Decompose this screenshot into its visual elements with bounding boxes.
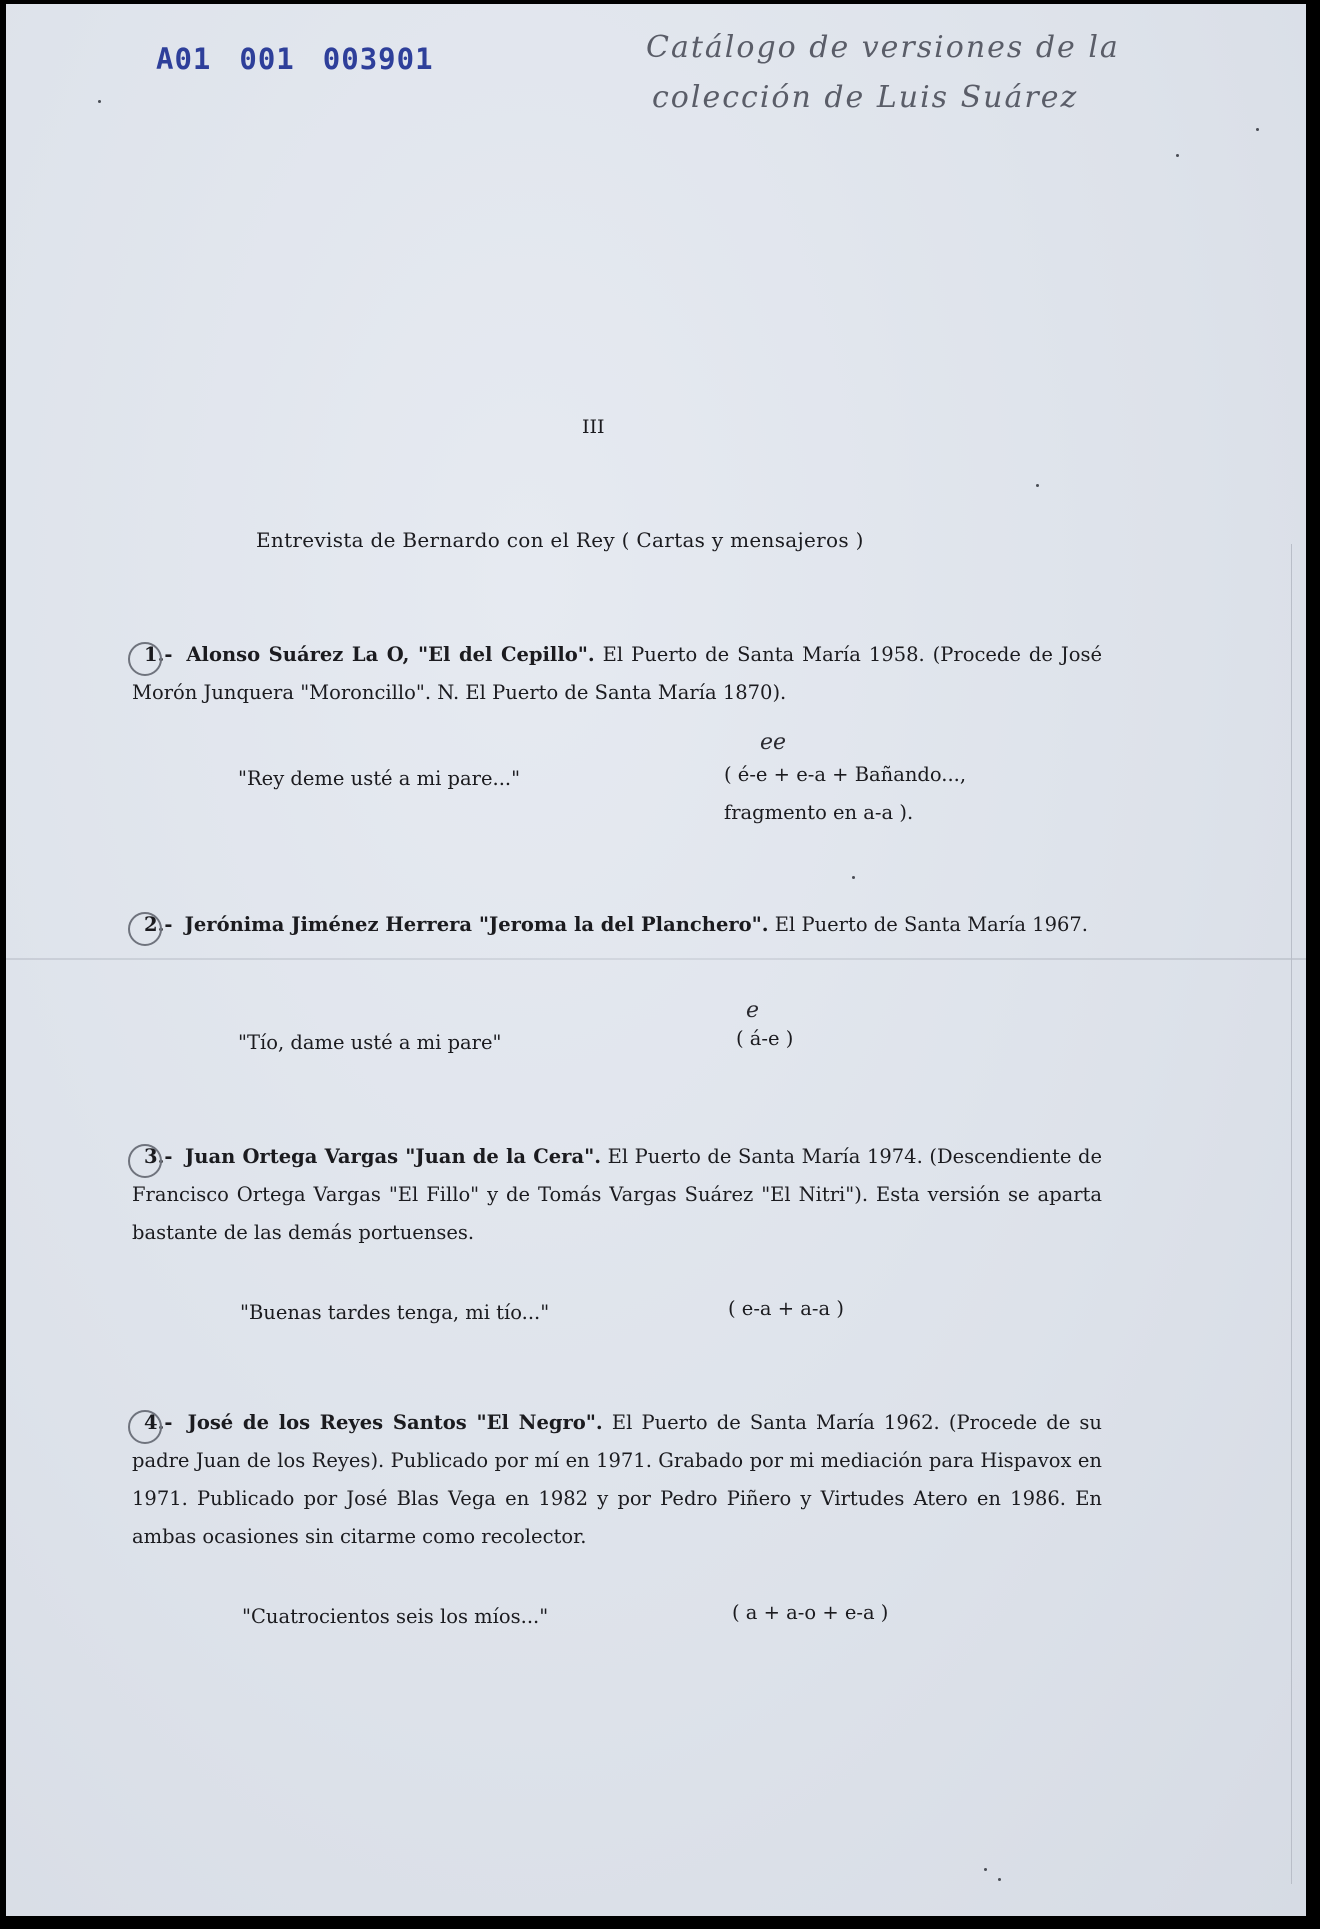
entry-1-scheme-line2: fragmento en a-a ). [724, 801, 914, 824]
paper-speck [1036, 484, 1039, 487]
handwritten-note-line1: Catálogo de versiones de la [646, 30, 1120, 65]
entry-1-details: El Puerto de Santa María 1958. (Procede de José Morón Junquera "Moroncillo". N. El Puerto de Santa María 1870). [132, 643, 1102, 704]
stamp-part-3: 003901 [322, 42, 434, 76]
entry-4-details: El Puerto de Santa María 1962. (Procede de su padre Juan de los Reyes). Publicado por mí en 1971. Grabado por mi mediación para Hispavox en 1971. Publicado por José Blas Vega en 1982 y por Pedro Piñero y Virtudes Atero en 1986. En ambas ocasiones sin citarme como recolector. [132, 1411, 1102, 1548]
stamp-part-2: 001 [239, 42, 295, 76]
entry-1-handwritten-correction: ee [760, 730, 787, 755]
entry-3-heading [132, 1138, 1102, 1252]
entry-1-name: Alonso Suárez La O, "El del Cepillo". [186, 643, 595, 666]
entry-2-handwritten-correction: e [746, 998, 760, 1023]
entry-2-quote: "Tío, dame usté a mi pare" [238, 1031, 502, 1054]
archive-stamp [156, 42, 462, 76]
entry-4-number: 4.- [138, 1404, 172, 1442]
entry-3-quote: "Buenas tardes tenga, mi tío..." [240, 1301, 550, 1324]
entry-2-number: 2.- [138, 906, 172, 944]
entry-2-name: Jerónima Jiménez Herrera "Jeroma la del Planchero". [184, 913, 769, 936]
entry-3-scheme: ( e-a + a-a ) [728, 1297, 844, 1320]
entry-4-quote: "Cuatrocientos seis los míos..." [242, 1605, 549, 1628]
entry-3-name: Juan Ortega Vargas "Juan de la Cera". [185, 1145, 602, 1168]
section-title: Entrevista de Bernardo con el Rey ( Cartas y mensajeros ) [256, 528, 864, 552]
paper-speck [1256, 128, 1259, 131]
handwritten-note-line2: colección de Luis Suárez [652, 80, 1079, 115]
stamp-part-1: A01 [156, 42, 212, 76]
entry-4-scheme: ( a + a-o + e-a ) [732, 1601, 889, 1624]
entry-1-quote: "Rey deme usté a mi pare..." [238, 767, 521, 790]
entry-1-heading [132, 636, 1102, 712]
entry-2-scheme: ( á-e ) [736, 1027, 794, 1050]
entry-1-number: 1.- [138, 636, 172, 674]
paper-speck [998, 1878, 1001, 1881]
entry-3-details: El Puerto de Santa María 1974. (Descendiente de Francisco Ortega Vargas "El Fillo" y de Tomás Vargas Suárez "El Nitri"). Esta versión se aparta bastante de las demás portuenses. [132, 1145, 1102, 1244]
entry-1-scheme: ( é-e + e-a + Bañando..., [724, 763, 967, 786]
entry-4-heading [132, 1404, 1102, 1556]
entry-2-heading [132, 906, 1102, 944]
entry-4-name: José de los Reyes Santos "El Negro". [187, 1411, 603, 1434]
paper-speck [984, 1868, 987, 1871]
document-page [6, 4, 1306, 1916]
paper-speck [852, 876, 855, 879]
entry-3-number: 3.- [138, 1138, 172, 1176]
paper-edge-line [1291, 544, 1292, 1884]
paper-speck [98, 100, 101, 103]
paper-fold [6, 958, 1306, 960]
section-number: III [582, 416, 605, 438]
entry-2-details: El Puerto de Santa María 1967. [774, 913, 1089, 936]
paper-speck [1176, 154, 1179, 157]
